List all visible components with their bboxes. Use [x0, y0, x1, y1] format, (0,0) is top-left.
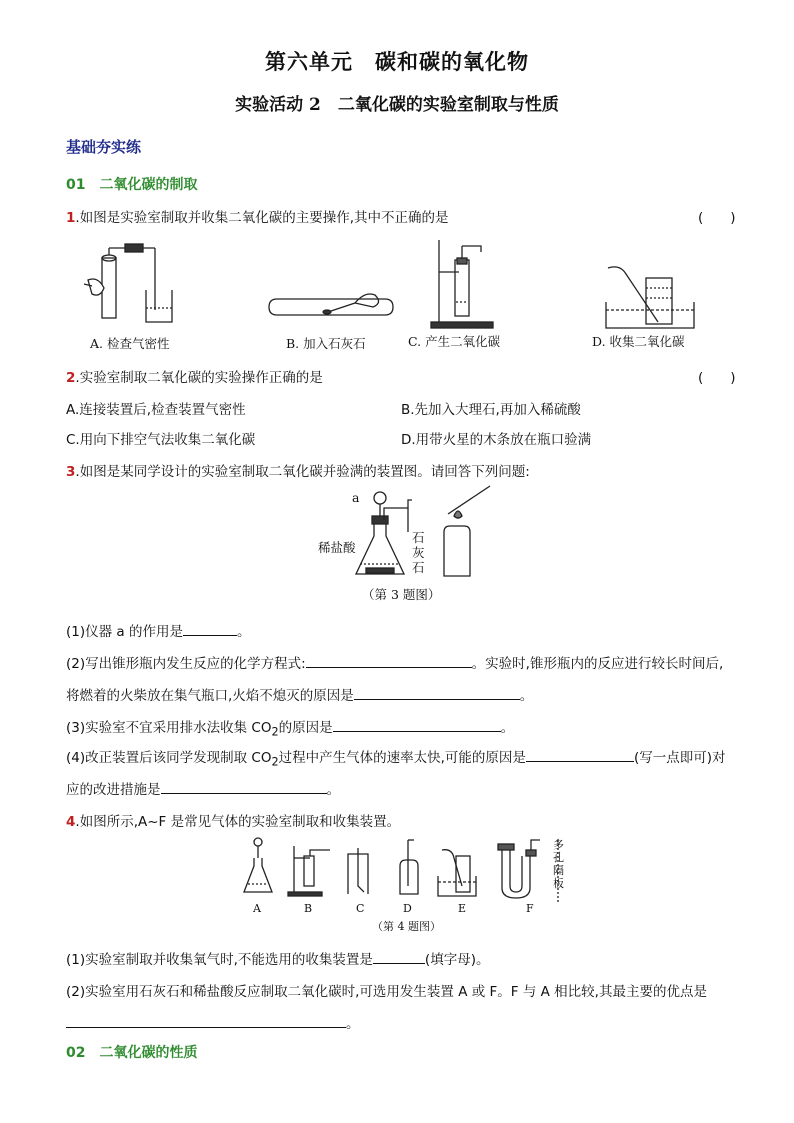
q3-part2-blank-equation[interactable] [306, 653, 472, 668]
q1-answer-paren: ( ) [698, 210, 736, 226]
q2-option-b: B.先加入大理石,再加入稀硫酸 [401, 402, 581, 418]
q2-option-c: C.用向下排空气法收集二氧化碳 [66, 432, 256, 448]
q2-answer-paren: ( ) [698, 370, 736, 386]
q3-part2-line2: 将燃着的火柴放在集气瓶口,火焰不熄灭的原因是 。 [66, 684, 533, 704]
q3-part1: (1)仪器 a 的作用是 。 [66, 620, 250, 640]
q1-text: .如图是实验室制取并收集二氧化碳的主要操作,其中不正确的是 [75, 210, 449, 226]
q4-part1: (1)实验室制取并收集氧气时,不能选用的收集装置是 (填字母)。 [66, 948, 489, 968]
q2-number: 2 [66, 370, 76, 386]
q4-text: .如图所示,A~F 是常见气体的实验室制取和收集装置。 [75, 814, 401, 830]
q4-label-f: F [526, 902, 534, 915]
q3-part3-blank[interactable] [333, 717, 501, 732]
q3-part4-blank-fix[interactable] [161, 779, 327, 794]
q1-figure-b [265, 285, 405, 330]
q1-number: 1 [66, 210, 76, 226]
q3-text: .如图是某同学设计的实验室制取二氧化碳并验满的装置图。请回答下列问题: [75, 464, 530, 480]
q3-part4-line2: 应的改进措施是 。 [66, 778, 340, 798]
q4-part2-blank[interactable] [66, 1013, 346, 1028]
q3-part3: (3)实验室不宜采用排水法收集 $CO_2$的原因是 。 [66, 716, 514, 739]
q4-part2: (2)实验室用石灰石和稀盐酸反应制取二氧化碳时,可选用发生装置 A 或 F。F 与 A 相比较,其最主要的优点是 [66, 984, 707, 1000]
page-subtitle: 实验活动 2 二氧化碳的实验室制取与性质 [235, 95, 559, 115]
q4-label-e: E [458, 902, 467, 915]
q3-label-limestone: 石 灰 石 [412, 530, 425, 575]
q4-figure [240, 836, 570, 906]
q4-label-c: C [356, 902, 365, 915]
q4-part2-line2: 。 [66, 1012, 360, 1032]
q1-figure-c [425, 236, 515, 332]
q3-number: 3 [66, 464, 76, 480]
q4-label-a: A [253, 902, 261, 915]
q3-part2: (2)写出锥形瓶内发生反应的化学方程式: 。实验时,锥形瓶内的反应进行较长时间后, [66, 652, 723, 672]
q3-part4-blank-cause[interactable] [526, 747, 634, 762]
topic2-heading: 02 二氧化碳的性质 [66, 1045, 198, 1061]
q1-caption-b: B. 加入石灰石 [286, 336, 366, 351]
q1-caption-d: D. 收集二氧化碳 [592, 334, 685, 349]
q4-figure-caption: （第 4 题图） [372, 920, 441, 933]
q2-text: .实验室制取二氧化碳的实验操作正确的是 [75, 370, 323, 386]
q3-label-acid: 稀盐酸 [318, 540, 356, 555]
q2-option-d: D.用带火星的木条放在瓶口验满 [401, 432, 592, 448]
q3-stem [66, 460, 530, 480]
q4-part1-blank[interactable] [373, 949, 425, 964]
q1-figure-d [600, 262, 700, 332]
q1-caption-c: C. 产生二氧化碳 [408, 334, 501, 349]
q4-label-porous-plate: 多 孔 隔 板 [553, 838, 564, 890]
q1-caption-a: A. 检查气密性 [90, 336, 170, 351]
q4-label-d: D [403, 902, 412, 915]
q3-label-a: a [352, 490, 360, 505]
q2-option-a: A.连接装置后,检查装置气密性 [66, 402, 246, 418]
q2-stem [66, 366, 323, 386]
q4-number: 4 [66, 814, 76, 830]
q1-figure-a [80, 240, 190, 330]
q3-part4: (4)改正装置后该同学发现制取 $CO_2$过程中产生气体的速率太快,可能的原因是 (写一点即可)对 [66, 746, 725, 769]
topic1-heading: 01 二氧化碳的制取 [66, 177, 198, 193]
q3-part1-blank[interactable] [183, 621, 237, 636]
q3-figure [350, 486, 510, 586]
page-title: 第六单元 碳和碳的氧化物 [265, 49, 529, 74]
q1-stem [66, 206, 449, 226]
q3-part2-blank-reason[interactable] [354, 685, 520, 700]
q4-label-b: B [304, 902, 313, 915]
section-basic-heading: 基础夯实练 [66, 138, 142, 156]
q4-stem [66, 810, 400, 830]
q3-figure-caption: （第 3 题图） [362, 587, 441, 602]
